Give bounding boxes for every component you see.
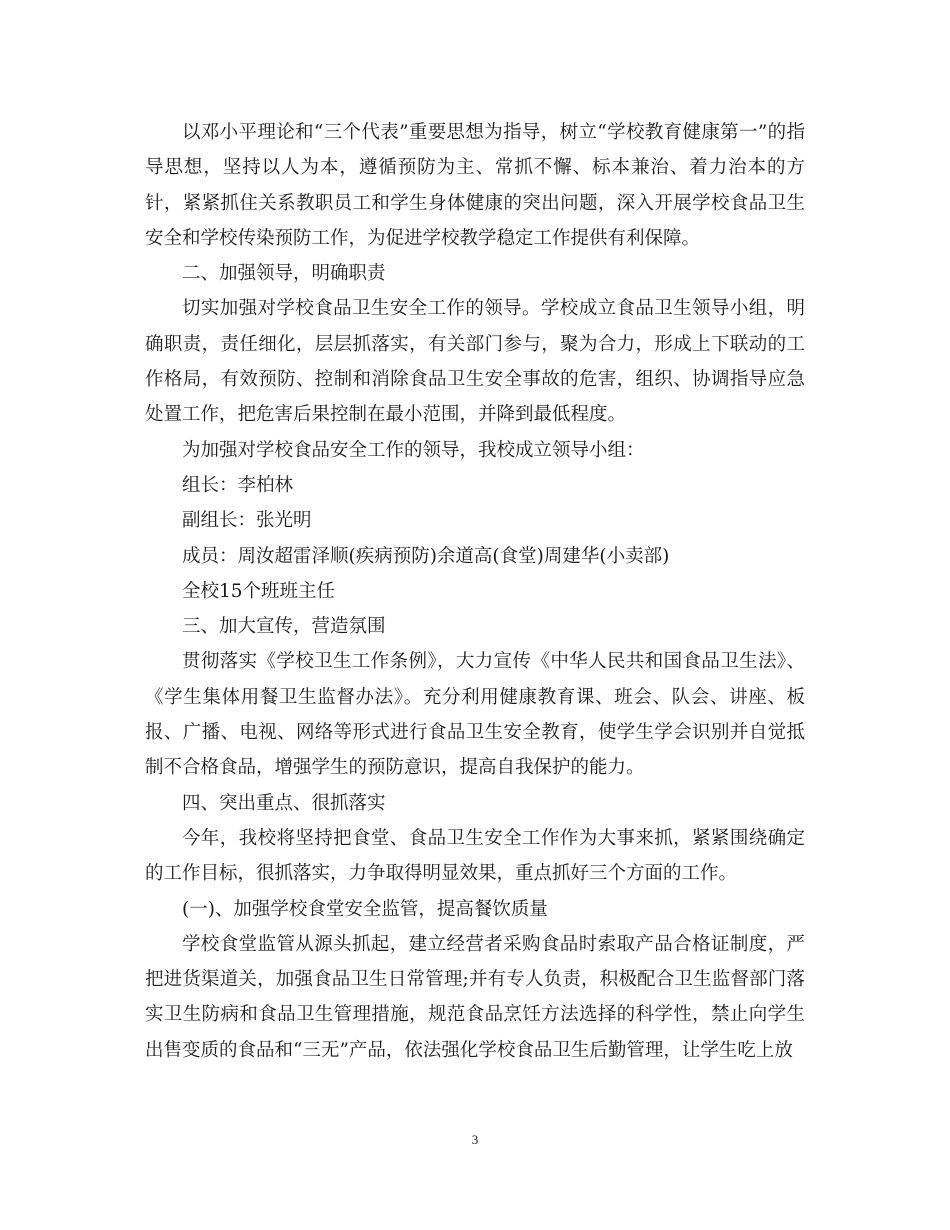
section-heading-3: 三、加大宣传，营造氛围 bbox=[182, 616, 386, 638]
paragraph-intro: 以邓小平理论和“三个代表”重要思想为指导，树立“学校教育健康第一”的指导思想，坚持以人为本，遵循预防为主、常抓不懈、标本兼治、着力治本的方针，紧紧抓住关系教职员工和学生身体健康的突出问题，深入开展学校食品卫生安全和学校传染预防工作，为促进学校教学稳定工作提供有利保障。 bbox=[145, 122, 805, 249]
paragraph-leadership: 切实加强对学校食品卫生安全工作的领导。学校成立食品卫生领导小组，明确职责，责任细化，层层抓落实，有关部门参与，聚为合力，形成上下联动的工作格局，有效预防、控制和消除食品卫生安全事故的危害，组织、协调指导应急处置工作，把危害后果控制在最小范围，并降到最低程度。 bbox=[145, 298, 805, 426]
section-heading-2: 二、加强领导，明确职责 bbox=[182, 263, 386, 285]
paragraph-publicity: 贯彻落实《学校卫生工作条例》，大力宣传《中华人民共和国食品卫生法》、《学生集体用餐卫生监督办法》。充分利用健康教育课、班会、队会、讲座、板报、广播、电视、网络等形式进行食品卫生安全教育，使学生学会识别并自觉抵制不合格食品，增强学生的预防意识，提高自我保护的能力。 bbox=[145, 651, 805, 779]
page-number: 3 bbox=[471, 1132, 479, 1147]
paragraph-priorities: 今年，我校将坚持把食堂、食品卫生安全工作作为大事来抓，紧紧围绕确定的工作目标，很抓落实，力争取得明显效果，重点抓好三个方面的工作。 bbox=[145, 827, 805, 885]
paragraph-group-intro: 为加强对学校食品安全工作的领导，我校成立领导小组： bbox=[182, 439, 645, 461]
document-body bbox=[145, 115, 805, 1068]
group-members: 成员：周汝超雷泽顺(疾病预防)余道高(食堂)周建华(小卖部) bbox=[182, 545, 670, 567]
paragraph-canteen: 学校食堂监管从源头抓起，建立经营者采购食品时索取产品合格证制度，严把进货渠道关，加强食品卫生日常管理;并有专人负责，积极配合卫生监督部门落实卫生防病和食品卫生管理措施，规范食品烹饪方法选择的科学性，禁止向学生出售变质的食品和“三无”产品，依法强化学校食品卫生后勤管理，让学生吃上放 bbox=[145, 933, 805, 1061]
group-leader: 组长：李柏林 bbox=[182, 474, 294, 496]
subsection-heading-1: (一)、加强学校食堂安全监管，提高餐饮质量 bbox=[182, 898, 548, 920]
group-class-teachers: 全校15个班班主任 bbox=[182, 580, 336, 602]
section-heading-4: 四、突出重点、很抓落实 bbox=[182, 792, 386, 814]
group-deputy-leader: 副组长：张光明 bbox=[182, 510, 312, 532]
